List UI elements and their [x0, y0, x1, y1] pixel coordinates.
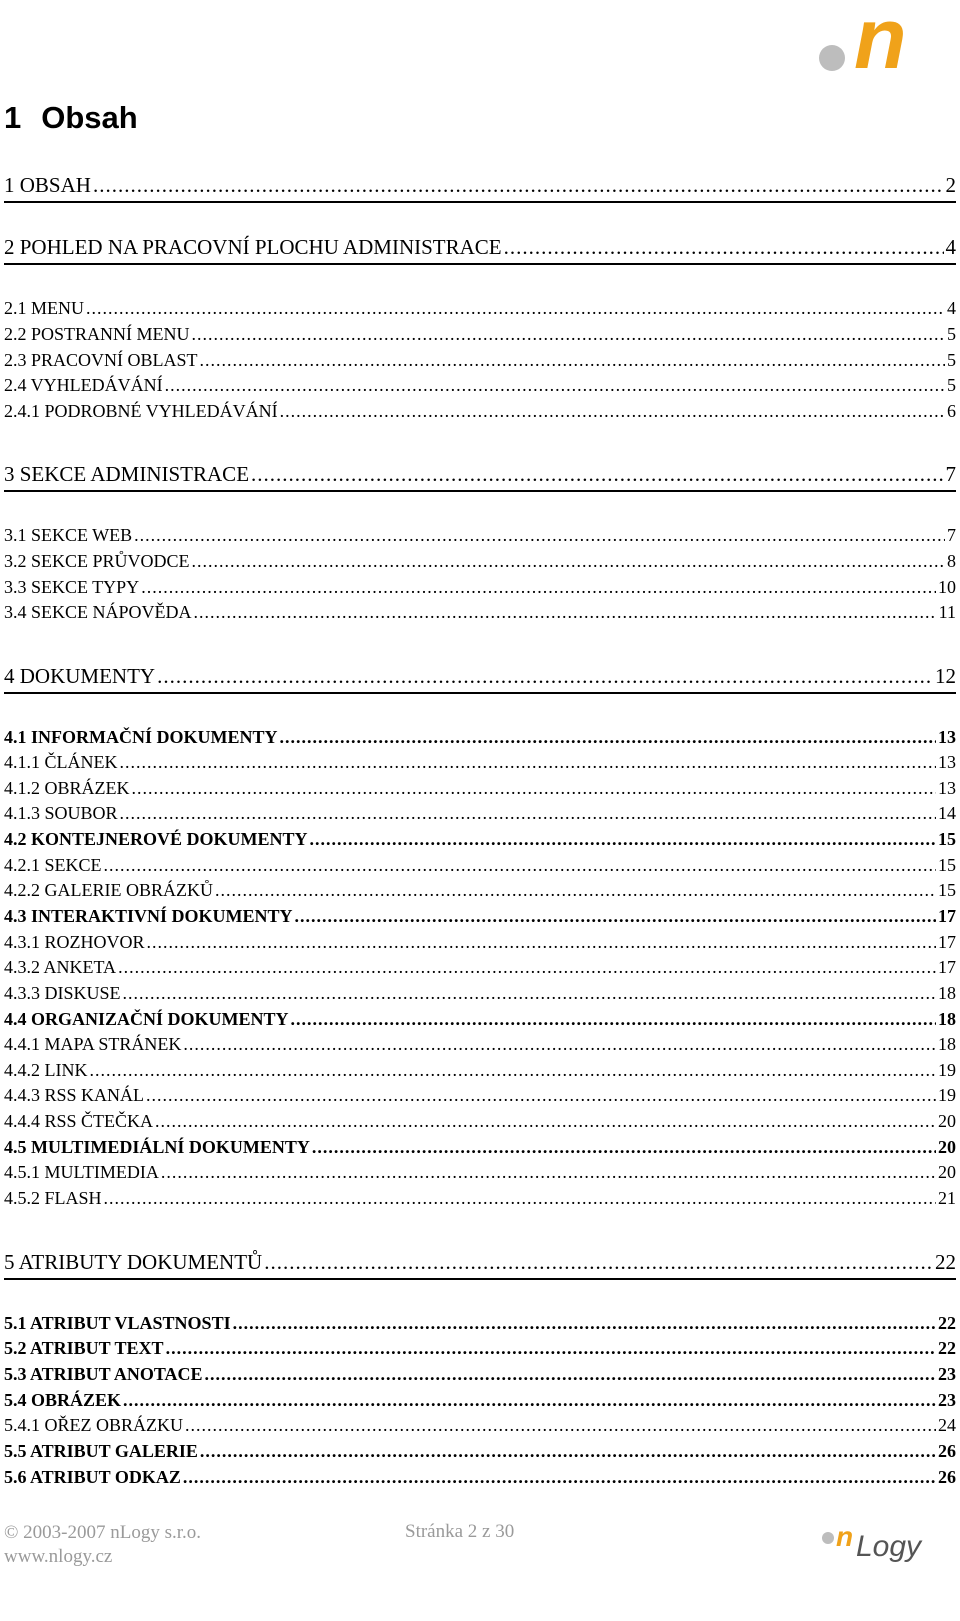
nlogy-logo-footer — [820, 1522, 930, 1573]
toc-entry[interactable]: 4.3 INTERAKTIVNÍ DOKUMENTY ..... 17 — [4, 906, 956, 933]
toc-entry[interactable]: 5.3 ATRIBUT ANOTACE ..... 23 — [4, 1364, 956, 1391]
nlogy-logo-mark-icon — [818, 6, 938, 72]
toc-entry[interactable]: 5.4 OBRÁZEK ..... 23 — [4, 1390, 956, 1417]
toc-entry[interactable]: 4.3.1 ROZHOVOR ..... 17 — [4, 932, 956, 959]
heading-title: Obsah — [41, 100, 138, 135]
toc-entry[interactable]: 3.2 SEKCE PRŮVODCE ..... 8 — [4, 551, 956, 578]
toc-entry[interactable]: 3.4 SEKCE NÁPOVĚDA ..... 11 — [4, 602, 956, 629]
toc-entry[interactable]: 2.1 MENU ..... 4 — [4, 298, 956, 325]
toc-entry[interactable]: 4.1 INFORMAČNÍ DOKUMENTY ..... 13 — [4, 727, 956, 754]
nlogy-wordmark-icon — [820, 1522, 930, 1568]
nlogy-logo-top — [818, 6, 938, 77]
toc-entry[interactable]: 2.2 POSTRANNÍ MENU ..... 5 — [4, 324, 956, 351]
toc-entry[interactable]: 4.2.1 SEKCE ..... 15 — [4, 855, 956, 882]
footer-page-info: Stránka 2 z 30 — [405, 1521, 515, 1542]
toc-entry[interactable]: 4.1.1 ČLÁNEK ..... 13 — [4, 752, 956, 779]
toc-entry[interactable]: 4.3.3 DISKUSE ..... 18 — [4, 983, 956, 1010]
toc-entry[interactable]: 3.3 SEKCE TYPY ..... 10 — [4, 577, 956, 604]
toc-entry[interactable]: 4.5 MULTIMEDIÁLNÍ DOKUMENTY ..... 20 — [4, 1137, 956, 1164]
footer-website-link[interactable]: www.nlogy.cz — [4, 1546, 113, 1567]
toc-entry[interactable]: 4.2 KONTEJNEROVÉ DOKUMENTY ..... 15 — [4, 829, 956, 856]
svg-text:Logy: Logy — [856, 1530, 922, 1563]
footer-copyright: © 2003-2007 nLogy s.r.o. — [4, 1522, 202, 1543]
svg-text:n: n — [836, 1522, 854, 1552]
toc-entry[interactable]: 4 DOKUMENTY ..... 12 — [4, 664, 956, 691]
toc-entry[interactable]: 2.4 VYHLEDÁVÁNÍ ..... 5 — [4, 375, 956, 402]
toc-entry[interactable]: 5.1 ATRIBUT VLASTNOSTI ..... 22 — [4, 1313, 956, 1340]
toc-entry[interactable]: 2.4.1 PODROBNÉ VYHLEDÁVÁNÍ ..... 6 — [4, 401, 956, 428]
heading-number: 1 — [4, 100, 22, 135]
toc-entry[interactable]: 5.4.1 OŘEZ OBRÁZKU ..... 24 — [4, 1415, 956, 1442]
toc-entry[interactable]: 4.4.3 RSS KANÁL ..... 19 — [4, 1085, 956, 1112]
toc-entry[interactable]: 4.4.4 RSS ČTEČKA ..... 20 — [4, 1111, 956, 1138]
toc-entry[interactable]: 4.1.2 OBRÁZEK ..... 13 — [4, 778, 956, 805]
toc-entry[interactable]: 4.1.3 SOUBOR ..... 14 — [4, 803, 956, 830]
toc-entry[interactable]: 3.1 SEKCE WEB ..... 7 — [4, 525, 956, 552]
toc-entry[interactable]: 2.3 PRACOVNÍ OBLAST ..... 5 — [4, 350, 956, 377]
toc-entry[interactable]: 4.2.2 GALERIE OBRÁZKŮ ..... 15 — [4, 880, 956, 907]
toc-entry[interactable]: 5.5 ATRIBUT GALERIE ..... 26 — [4, 1441, 956, 1468]
toc-entry[interactable]: 5.2 ATRIBUT TEXT ..... 22 — [4, 1338, 956, 1365]
toc-entry[interactable]: 4.5.1 MULTIMEDIA ..... 20 — [4, 1162, 956, 1189]
toc-entry[interactable]: 4.5.2 FLASH ..... 21 — [4, 1188, 956, 1215]
svg-text:n: n — [854, 6, 907, 72]
toc-entry[interactable]: 4.4.1 MAPA STRÁNEK ..... 18 — [4, 1034, 956, 1061]
toc-entry[interactable]: 5 ATRIBUTY DOKUMENTŮ ..... 22 — [4, 1250, 956, 1277]
toc-entry[interactable]: 1 OBSAH ..... 2 — [4, 173, 956, 200]
footer-copyright-block — [4, 1521, 201, 1569]
page-title — [4, 100, 138, 136]
toc-entry[interactable]: 2 POHLED NA PRACOVNÍ PLOCHU ADMINISTRACE ..... 4 — [4, 235, 956, 262]
toc-entry[interactable]: 3 SEKCE ADMINISTRACE ..... 7 — [4, 462, 956, 489]
toc-entry[interactable]: 4.4 ORGANIZAČNÍ DOKUMENTY ..... 18 — [4, 1009, 956, 1036]
toc-entry[interactable]: 5.6 ATRIBUT ODKAZ ..... 26 — [4, 1467, 956, 1494]
toc-entry[interactable]: 4.4.2 LINK ..... 19 — [4, 1060, 956, 1087]
toc-entry[interactable]: 4.3.2 ANKETA ..... 17 — [4, 957, 956, 984]
